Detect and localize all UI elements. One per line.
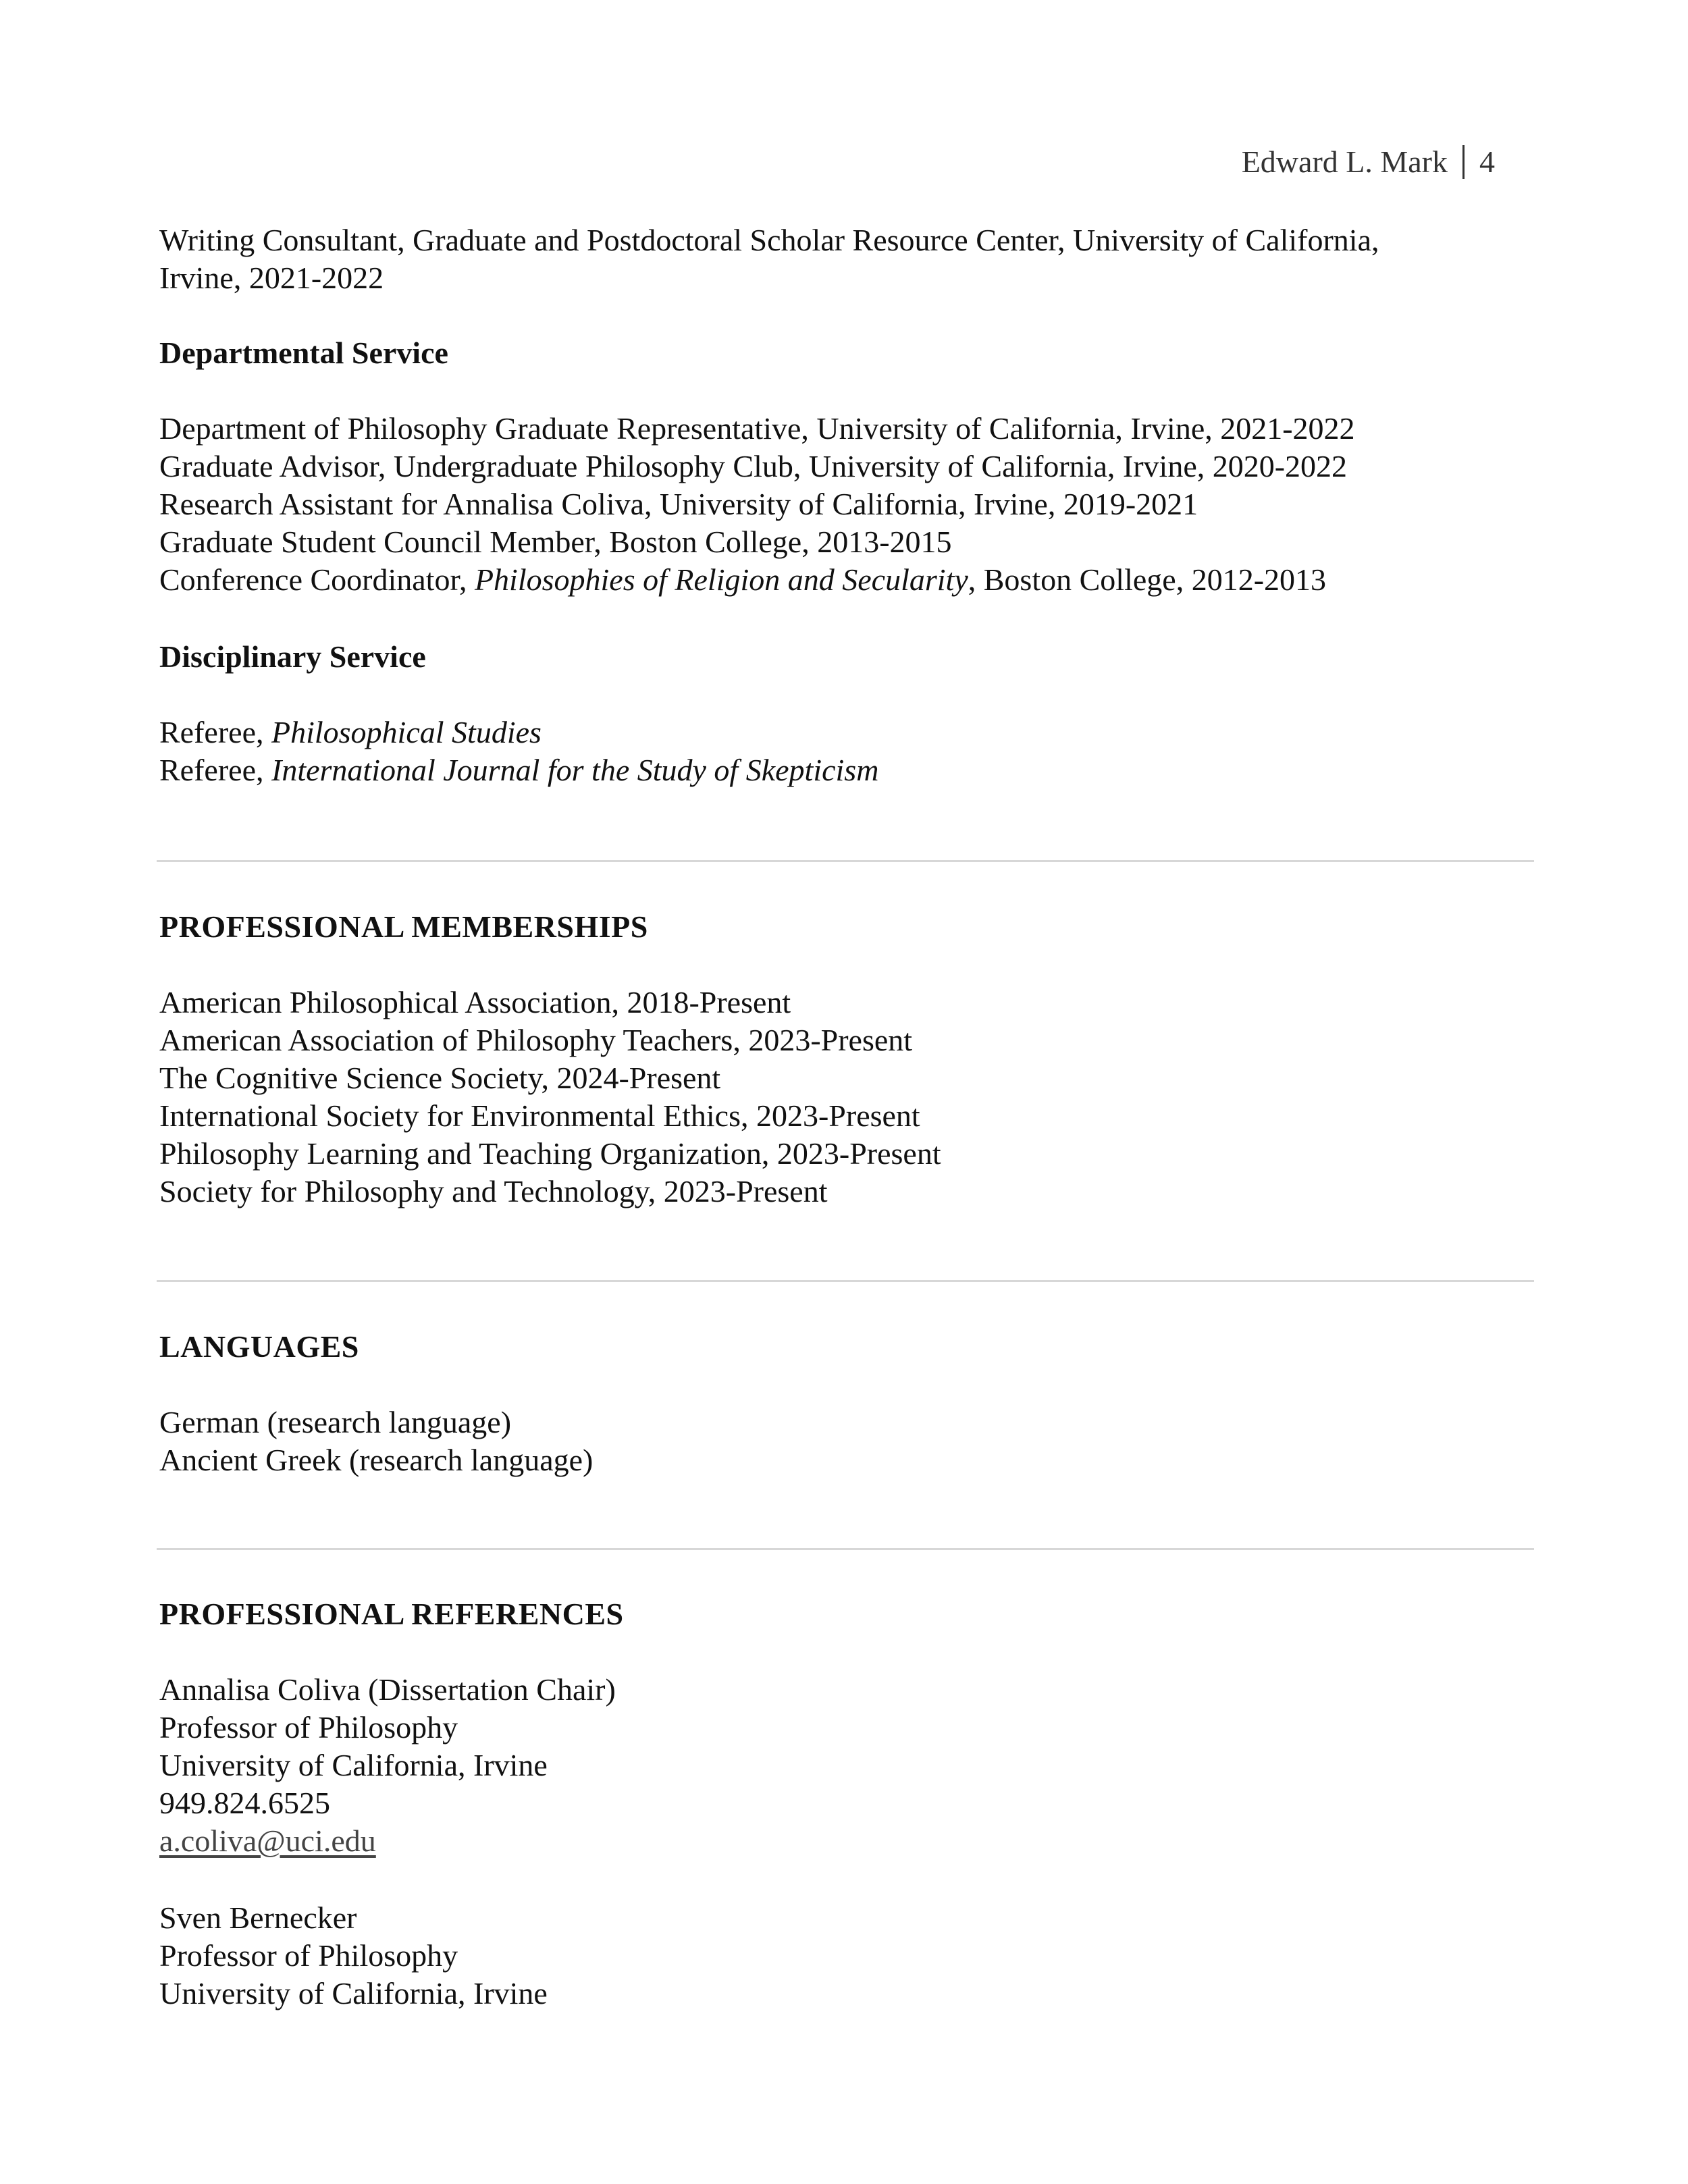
conference-title: Philosophies of Religion and Secularity xyxy=(474,562,968,597)
reference-name: Sven Bernecker xyxy=(159,1900,357,1935)
list-item: American Philosophical Association, 2018-Present xyxy=(159,985,791,1019)
list-item xyxy=(159,751,1544,789)
reference-email-row xyxy=(159,1822,1544,1860)
section-divider xyxy=(157,1548,1534,1550)
list-item: Department of Philosophy Graduate Representative, University of California, Irvine, 2021-2022 xyxy=(159,411,1355,446)
reference-institution: University of California, Irvine xyxy=(159,1748,548,1782)
memberships-list xyxy=(159,984,1544,1210)
memberships-section xyxy=(159,908,1544,946)
journal-title: International Journal for the Study of Skepticism xyxy=(271,753,879,787)
intro-line: Writing Consultant, Graduate and Postdoctoral Scholar Resource Center, University of California, xyxy=(159,223,1379,257)
disciplinary-service-section xyxy=(159,638,1544,676)
languages-title: LANGUAGES xyxy=(159,1329,359,1364)
reference-entry xyxy=(159,1671,1544,1860)
reference-email-link[interactable]: a.coliva@uci.edu xyxy=(159,1823,376,1858)
list-item: International Society for Environmental Ethics, 2023-Present xyxy=(159,1098,920,1133)
section-divider xyxy=(157,1280,1534,1282)
item-prefix: Referee, xyxy=(159,753,271,787)
section-divider xyxy=(157,860,1534,862)
list-item xyxy=(159,561,1544,599)
list-item: German (research language) xyxy=(159,1405,512,1439)
reference-entry xyxy=(159,1899,1544,2013)
memberships-title: PROFESSIONAL MEMBERSHIPS xyxy=(159,909,648,944)
journal-title: Philosophical Studies xyxy=(271,715,542,749)
departmental-service-section xyxy=(159,334,1544,372)
disciplinary-service-heading: Disciplinary Service xyxy=(159,639,426,674)
list-item: Graduate Student Council Member, Boston College, 2013-2015 xyxy=(159,525,952,559)
list-item: Research Assistant for Annalisa Coliva, University of California, Irvine, 2019-2021 xyxy=(159,487,1198,521)
list-item: American Association of Philosophy Teachers, 2023-Present xyxy=(159,1023,913,1057)
departmental-service-heading: Departmental Service xyxy=(159,336,448,370)
reference-name: Annalisa Coliva (Dissertation Chair) xyxy=(159,1672,616,1707)
list-item: Ancient Greek (research language) xyxy=(159,1443,594,1477)
languages-section xyxy=(159,1328,1544,1366)
item-suffix: , Boston College, 2012-2013 xyxy=(968,562,1327,597)
header-separator xyxy=(1462,145,1465,179)
reference-phone: 949.824.6525 xyxy=(159,1786,330,1820)
list-item: Society for Philosophy and Technology, 2023-Present xyxy=(159,1174,828,1208)
page-header xyxy=(1242,143,1495,181)
reference-position: Professor of Philosophy xyxy=(159,1710,458,1744)
departmental-service-list xyxy=(159,410,1544,599)
list-item: Graduate Advisor, Undergraduate Philosophy Club, University of California, Irvine, 2020-2022 xyxy=(159,449,1348,483)
intro-entry xyxy=(159,221,1544,297)
item-prefix: Referee, xyxy=(159,715,271,749)
references-section xyxy=(159,1595,1544,1633)
intro-line: Irvine, 2021-2022 xyxy=(159,261,384,295)
reference-institution: University of California, Irvine xyxy=(159,1976,548,2010)
list-item xyxy=(159,714,1544,751)
disciplinary-service-list xyxy=(159,714,1544,789)
header-name: Edward L. Mark xyxy=(1241,144,1448,179)
list-item: The Cognitive Science Society, 2024-Present xyxy=(159,1061,721,1095)
item-prefix: Conference Coordinator, xyxy=(159,562,475,597)
page-number: 4 xyxy=(1479,144,1495,179)
reference-position: Professor of Philosophy xyxy=(159,1938,458,1973)
references-title: PROFESSIONAL REFERENCES xyxy=(159,1597,624,1631)
languages-list xyxy=(159,1404,1544,1479)
list-item: Philosophy Learning and Teaching Organization, 2023-Present xyxy=(159,1136,941,1171)
